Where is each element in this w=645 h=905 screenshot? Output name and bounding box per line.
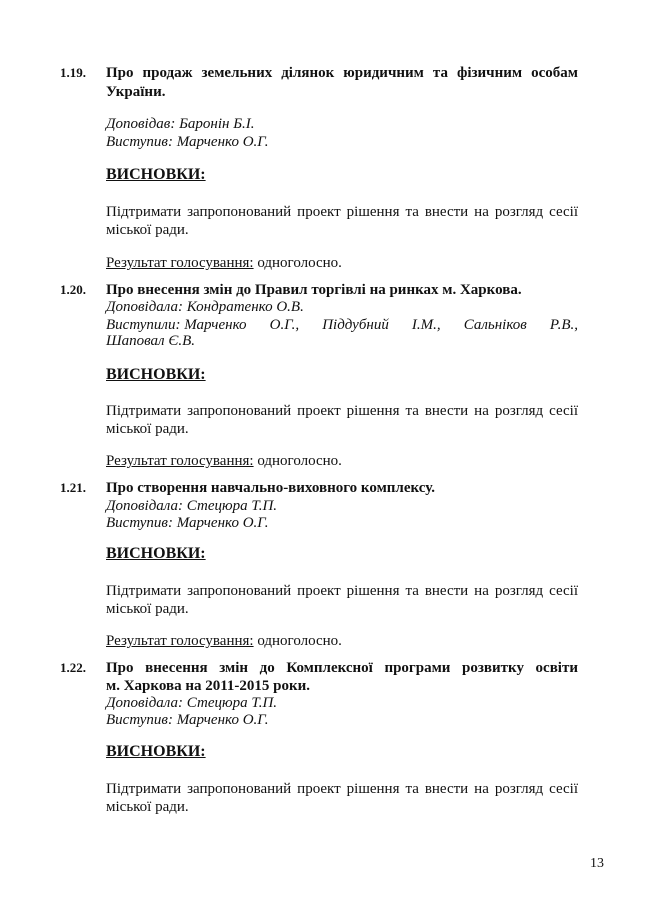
- item-title-line: Про продаж земельних ділянок юридичним та фізичним особам: [106, 65, 578, 81]
- speakers: Виступив: Марченко О.Г.: [106, 515, 269, 531]
- conclusion-text: міської ради.: [106, 799, 189, 815]
- reporter: Доповідала: Стецюра Т.П.: [106, 498, 278, 514]
- item-number: 1.21.: [60, 480, 86, 495]
- conclusion-text: Підтримати запропонований проект рішення та внести на розгляд сесії: [106, 403, 578, 419]
- vote-result-label: Результат голосування:: [106, 633, 254, 649]
- speaker-part: І.М.,: [411, 317, 441, 333]
- speakers: Виступив: Марченко О.Г.: [106, 134, 269, 150]
- conclusion-text: міської ради.: [106, 601, 189, 617]
- vote-result: [106, 633, 342, 650]
- item-title-line: України.: [106, 84, 166, 100]
- conclusions-heading: ВИСНОВКИ:: [106, 545, 206, 562]
- item-title-line: Про внесення змін до Правил торгівлі на ринках м. Харкова.: [106, 282, 522, 298]
- speaker-part: Виступили: Марченко: [106, 317, 247, 333]
- conclusions-heading: ВИСНОВКИ:: [106, 166, 206, 183]
- speaker-part: Сальніков: [463, 317, 527, 333]
- speakers-continued: Шаповал Є.В.: [106, 333, 196, 349]
- vote-result-label: Результат голосування:: [106, 255, 254, 271]
- conclusion-text: міської ради.: [106, 222, 189, 238]
- page-number: 13: [590, 856, 604, 871]
- item-title-line: м. Харкова на 2011-2015 роки.: [106, 678, 311, 694]
- item-number: 1.22.: [60, 660, 86, 675]
- vote-result-value: одноголосно.: [253, 633, 342, 649]
- conclusion-text: Підтримати запропонований проект рішення та внести на розгляд сесії: [106, 781, 578, 797]
- vote-result-value: одноголосно.: [253, 255, 342, 271]
- reporter: Доповідала: Стецюра Т.П.: [106, 695, 278, 711]
- conclusions-heading: ВИСНОВКИ:: [106, 743, 206, 760]
- item-title-line: Про створення навчально-виховного комплексу.: [106, 480, 435, 496]
- vote-result-label: Результат голосування:: [106, 453, 254, 469]
- vote-result: [106, 453, 342, 470]
- conclusion-text: Підтримати запропонований проект рішення та внести на розгляд сесії: [106, 583, 578, 599]
- vote-result-value: одноголосно.: [253, 453, 342, 469]
- item-number: 1.19.: [60, 65, 86, 80]
- conclusions-heading: ВИСНОВКИ:: [106, 366, 206, 383]
- conclusion-text: міської ради.: [106, 421, 189, 437]
- item-title-line: Про внесення змін до Комплексної програми розвитку освіти: [106, 660, 578, 676]
- speaker-part: Піддубний: [322, 317, 389, 333]
- item-number: 1.20.: [60, 282, 86, 297]
- reporter: Доповідав: Баронін Б.І.: [106, 116, 255, 132]
- speakers: Виступив: Марченко О.Г.: [106, 712, 269, 728]
- vote-result: [106, 255, 342, 272]
- speaker-part: О.Г.,: [269, 317, 300, 333]
- speaker-part: Р.В.,: [549, 317, 578, 333]
- conclusion-text: Підтримати запропонований проект рішення та внести на розгляд сесії: [106, 204, 578, 220]
- reporter: Доповідала: Кондратенко О.В.: [106, 299, 304, 315]
